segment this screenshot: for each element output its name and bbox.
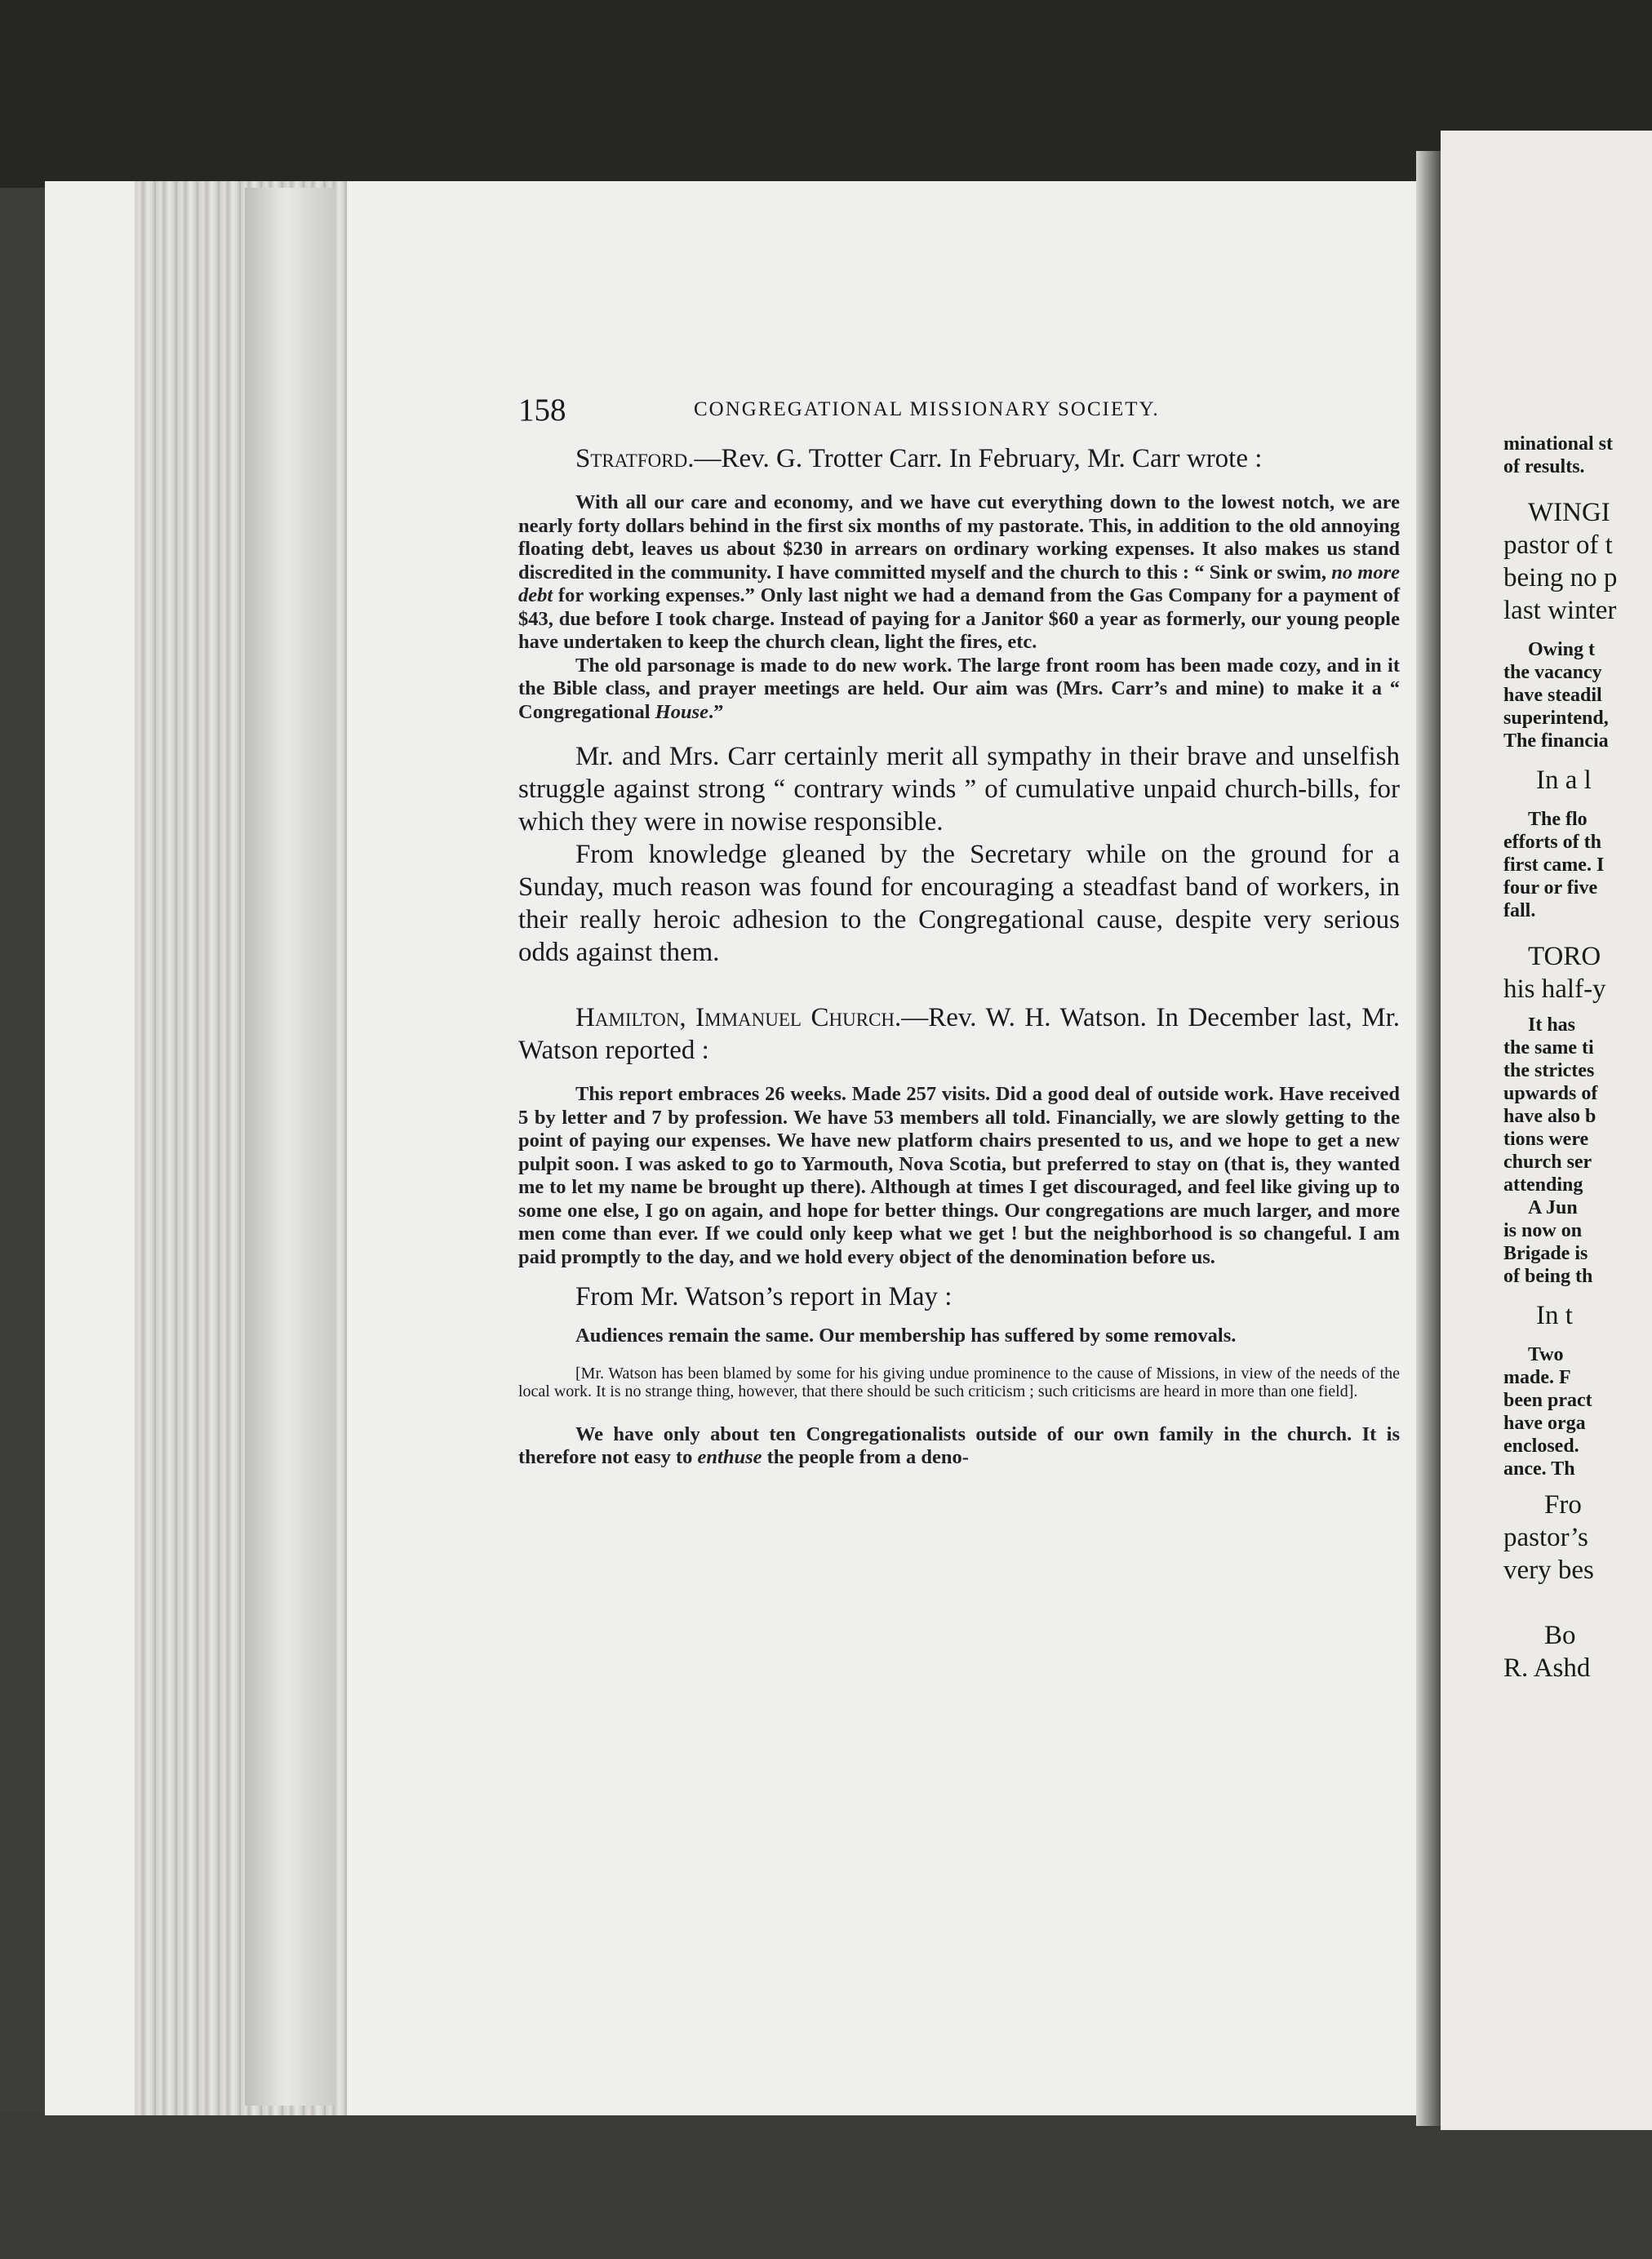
rp-line: of results. [1503, 456, 1585, 477]
scan-backdrop-top [0, 0, 1652, 188]
scan-backdrop-bottom [0, 2114, 1652, 2259]
rp-block-11 [1503, 1619, 1652, 1684]
rp-line: Two [1528, 1344, 1564, 1365]
rp-block-7 [1503, 1014, 1652, 1288]
rp-line: is now on [1503, 1220, 1583, 1241]
stratford-letter-p1-italic: no more debt [518, 561, 1401, 606]
rp-line: fall. [1503, 900, 1536, 921]
rp-line: attending [1503, 1174, 1583, 1196]
right-page-text [1503, 433, 1652, 1684]
stratford-heading [518, 442, 1400, 475]
rp-line: In t [1536, 1301, 1573, 1330]
stratford-letter-p2-end: .” [708, 700, 724, 723]
rp-line: church ser [1503, 1152, 1592, 1173]
rp-line: Brigade is [1503, 1243, 1588, 1264]
rp-line: last winter [1503, 596, 1617, 625]
hamilton-closing-text: We have only about ten Congregationalists outside of our own family in the church. It is therefore not easy to [518, 1422, 1400, 1468]
hamilton-heading-rest: —Rev. W. H. Watson. In December last, Mr. Watson reported : [518, 1003, 1400, 1065]
hamilton-closing-italic: enthuse [697, 1446, 762, 1468]
stratford-comment-p2: From knowledge gleaned by the Secretary while on the ground for a Sunday, much reason was found for encouraging a steadfast band of workers, in their really heroic adhesion to the Congregational cause, despite very serious odds against them. [518, 840, 1400, 967]
rp-line: made. F [1503, 1367, 1571, 1388]
rp-line: the same ti [1503, 1037, 1594, 1058]
left-page-text [518, 392, 1400, 1470]
rp-block-5 [1503, 808, 1652, 922]
rp-block-4 [1503, 764, 1652, 797]
rp-block-8 [1503, 1299, 1652, 1332]
rp-block-9 [1503, 1343, 1652, 1480]
rp-block-2 [1503, 496, 1652, 627]
rp-line: A Jun [1528, 1197, 1578, 1218]
rp-line: tions were [1503, 1129, 1589, 1150]
rp-line: pastor’s [1503, 1523, 1588, 1552]
rp-line: have steadil [1503, 685, 1602, 706]
hamilton-closing [518, 1423, 1400, 1470]
rp-line: been pract [1503, 1390, 1592, 1411]
rp-line: very bes [1503, 1556, 1594, 1585]
hamilton-may-report: Audiences remain the same. Our membership has suffered by some removals. [575, 1325, 1237, 1347]
rp-block-1 [1503, 433, 1652, 478]
stratford-letter-p2 [518, 655, 1400, 725]
stratford-heading-caps: Stratford. [575, 444, 695, 473]
rp-line: pastor of t [1503, 530, 1613, 560]
stratford-letter-p1-text: With all our care and economy, and we have cut everything down to the lowest notch, we are nearly forty dollars behind in the first six months of my pastorate. This, in addition to the old annoying floating debt, leaves us about $230 in arrears on ordinary working expenses. It also makes us stand discredited in the community. I have committed myself and the church to this : “ Sink or swim, [518, 491, 1400, 584]
editor-note: [Mr. Watson has been blamed by some for his giving undue prominence to the cause of Missions, in view of the needs of the local work. It is no strange thing, however, that there should be such criticism ; such criticisms are heard in more than one field]. [518, 1364, 1400, 1400]
page-edges-inner [245, 188, 335, 2106]
rp-line: being no p [1503, 563, 1618, 592]
running-head [518, 392, 1400, 436]
rp-block-3 [1503, 638, 1652, 752]
stratford-letter-p1 [518, 491, 1400, 655]
rp-block-10 [1503, 1489, 1652, 1587]
rp-line: the vacancy [1503, 662, 1602, 683]
rp-line: upwards of [1503, 1083, 1598, 1104]
rp-line: It has [1528, 1014, 1576, 1036]
hamilton-heading-caps: Hamilton, Immanuel Church. [575, 1003, 902, 1032]
hamilton-report: This report embraces 26 weeks. Made 257 visits. Did a good deal of outside work. Have received 5 by letter and 7 by profession. We have 53 members all told. Financially, we are slowly getting to the point of paying our expenses. We have new platform chairs presented to us, and we hope to get a new pulpit soon. I was asked to go to Yarmouth, Nova Scotia, but preferred to stay on (that is, they wanted me to let my name be brought up there). Although at times I get discouraged, and feel like giving up to some one else, I go on again, and hope for better things. Our congregations are much larger, and more men come than ever. If we could only keep what we get ! but the neighborhood is so changeful. I am paid promptly to the day, and we hold every object of the denomination before us. [518, 1083, 1400, 1268]
rp-line: his half-y [1503, 974, 1606, 1004]
hamilton-may-intro: From Mr. Watson’s report in May : [575, 1282, 953, 1311]
running-title: CONGREGATIONAL MISSIONARY SOCIETY. [694, 398, 1160, 420]
rp-line: four or five [1503, 877, 1598, 899]
page-number: 158 [518, 393, 566, 428]
rp-line: Owing t [1528, 639, 1596, 660]
rp-line: R. Ashd [1503, 1653, 1591, 1683]
rp-line: In a l [1536, 766, 1592, 795]
rp-line: ance. Th [1503, 1458, 1575, 1480]
rp-line: have also b [1503, 1106, 1596, 1127]
rp-line: of being th [1503, 1266, 1593, 1287]
stratford-comment-p1: Mr. and Mrs. Carr certainly merit all sympathy in their brave and unselfish struggle against strong “ contrary winds ” of cumulative unpaid church-bills, for which they were in nowise responsible. [518, 742, 1400, 837]
rp-line: have orga [1503, 1413, 1586, 1434]
rp-line: superintend, [1503, 708, 1609, 729]
rp-line: WINGI [1528, 498, 1610, 527]
stratford-letter-p2-italic: House [655, 700, 708, 723]
rp-line: The financia [1503, 730, 1609, 752]
stratford-letter-p2-text: The old parsonage is made to do new work. The large front room has been made cozy, and in it the Bible class, and prayer meetings are held. Our aim was (Mrs. Carr’s and mine) to make it a “ Congregational [518, 654, 1400, 723]
hamilton-closing-end: the people from a deno- [762, 1446, 969, 1468]
rp-line: the strictes [1503, 1060, 1595, 1081]
rp-line: minational st [1503, 433, 1614, 455]
rp-line: The flo [1528, 809, 1588, 830]
rp-line: Bo [1544, 1621, 1576, 1650]
rp-line: efforts of th [1503, 832, 1601, 853]
stratford-heading-rest: —Rev. G. Trotter Carr. In February, Mr. Carr wrote : [694, 444, 1263, 473]
rp-line: enclosed. [1503, 1436, 1579, 1457]
rp-line: first came. I [1503, 854, 1605, 876]
rp-line: Fro [1544, 1490, 1582, 1520]
rp-line: TORO [1528, 942, 1601, 971]
stratford-letter-p1-end: for working expenses.” Only last night we had a demand from the Gas Company for a payment of $43, due before I took charge. Instead of paying for a Janitor $60 a year as formerly, our young people have undertaken to keep the church clean, light the fires, etc. [518, 584, 1400, 653]
rp-block-6 [1503, 940, 1652, 1005]
hamilton-heading [518, 1001, 1400, 1067]
